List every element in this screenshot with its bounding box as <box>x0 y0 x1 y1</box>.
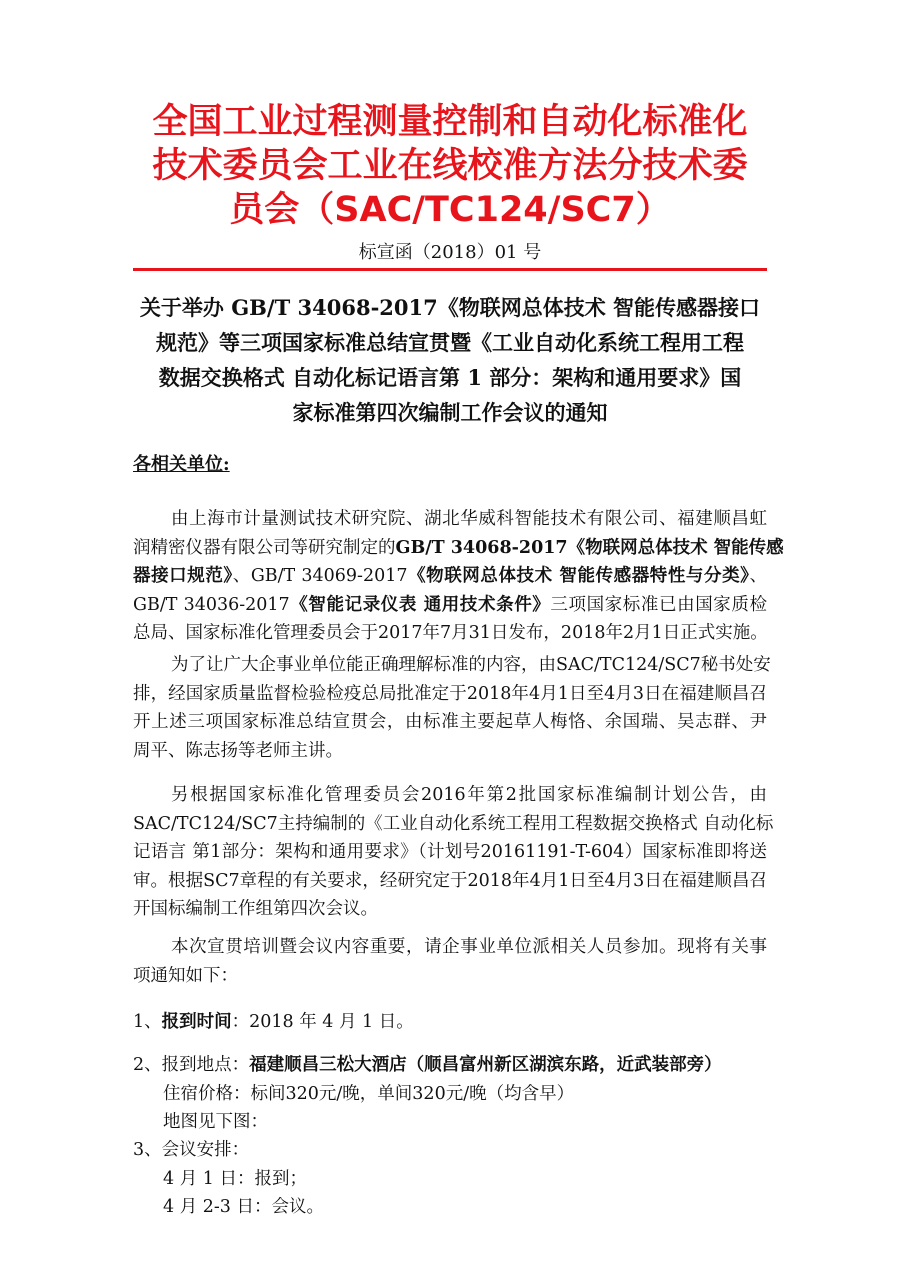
title-line: 技术委员会工业在线校准方法分技术委 <box>152 146 748 186</box>
text: 开国标编制工作组第四次会议。 <box>133 899 378 919</box>
text: GB/T 34036-2017 <box>133 594 290 615</box>
title-line: 全国工业过程测量控制和自动化标准化 <box>152 102 748 142</box>
paragraph <box>133 505 784 648</box>
text-line <box>133 810 774 839</box>
notice-title-line: 数据交换格式 自动化标记语言第 1 部分：架构和通用要求》国 <box>158 365 742 390</box>
text: 4 月 2-3 日：会议。 <box>163 1197 325 1217</box>
paragraph <box>133 1136 767 1222</box>
paragraph <box>133 1051 767 1137</box>
text: 另根据国家标准化管理委员会2016年第2批国家标准编制计划公告，由 <box>171 785 767 805</box>
text-line <box>133 1108 767 1137</box>
text-line <box>133 1008 767 1037</box>
text: 4 月 1 日：报到； <box>163 1168 307 1189</box>
paragraph <box>133 1008 767 1037</box>
text: 排，经国家质量监督检验检疫总局批准定于2018年4月1日至4月3日在福建顺昌召 <box>133 683 767 704</box>
notice-title-line: 家标准第四次编制工作会议的通知 <box>292 400 608 425</box>
red-divider <box>133 268 767 271</box>
paragraph <box>133 933 767 990</box>
notice-title-line: 规范》等三项国家标准总结宣贯暨《工业自动化系统工程用工程 <box>156 330 744 355</box>
text: 周平、陈志扬等老师主讲。 <box>133 740 343 761</box>
salutation: 各相关单位: <box>133 454 230 475</box>
text: 1、 <box>133 1012 162 1032</box>
text: 为了让广大企事业单位能正确理解标准的内容，由SAC/TC124/SC7秘书处安 <box>171 655 771 675</box>
bold-text: 《物联网总体技术 智能传感器特性与分类》 <box>407 566 750 586</box>
bold-text: 器接口规范》 <box>133 566 233 586</box>
bold-text: 福建顺昌三松大酒店（顺昌富州新区湖滨东路，近武装部旁） <box>249 1055 722 1075</box>
text: 由上海市计量测试技术研究院、湖北华威科智能技术有限公司、福建顺昌虹 <box>171 509 767 529</box>
notice-title-line: 关于举办 GB/T 34068-2017《物联网总体技术 智能传感器接口 <box>139 295 761 320</box>
text: 润精密仪器有限公司等研究制定的 <box>133 537 396 558</box>
title-line: 员会（SAC/TC124/SC7） <box>229 190 671 230</box>
text-line <box>133 867 767 896</box>
text-line <box>133 1136 767 1165</box>
text: 地图见下图： <box>163 1112 268 1132</box>
text-line <box>133 505 767 534</box>
text: 三项国家标准已由国家质检 <box>550 594 768 615</box>
text-line <box>133 651 771 680</box>
text: 住宿价格：标间320元/晚，单间320元/晚（均含早） <box>163 1083 575 1104</box>
text-line <box>133 1193 767 1222</box>
notice-title <box>120 290 780 430</box>
text-line <box>133 933 767 962</box>
text: 本次宣贯培训暨会议内容重要，请企事业单位派相关人员参加。现将有关事 <box>171 937 767 957</box>
text-line <box>133 737 767 766</box>
text-line <box>133 1165 767 1194</box>
document-number: 标宣函（2018）01 号 <box>358 242 542 263</box>
text: 审。根据SC7章程的有关要求，经研究定于2018年4月1日至4月3日在福建顺昌召 <box>133 870 767 891</box>
paragraph <box>133 651 771 765</box>
bold-text: 《智能记录仪表 通用技术条件》 <box>289 594 551 615</box>
text: ：2018 年 4 月 1 日。 <box>231 1012 414 1032</box>
bold-text: GB/T 34068-2017《物联网总体技术 智能传感 <box>395 537 784 558</box>
text: 项通知如下： <box>133 965 238 986</box>
text-line <box>133 562 767 591</box>
text-line <box>133 781 767 810</box>
text: 开上述三项国家标准总结宣贯会，由标准主要起草人梅恪、余国瑞、吴志群、尹 <box>133 712 767 732</box>
text: 、 <box>749 566 768 586</box>
committee-title <box>100 100 800 232</box>
text: 2、报到地点： <box>133 1055 250 1075</box>
text-line <box>133 1080 767 1109</box>
text: 总局、国家标准化管理委员会于2017年7月31日发布，2018年2月1日正式实施。 <box>133 623 768 643</box>
text-line <box>133 591 767 620</box>
text: 、GB/T 34069-2017 <box>232 566 408 586</box>
text: 记语言 第1部分：架构和通用要求》（计划号20161191-T-604）国家标准即将送 <box>133 842 767 862</box>
text-line <box>133 619 767 648</box>
text-line <box>133 708 767 737</box>
text-line <box>133 680 767 709</box>
bold-text: 报到时间 <box>161 1012 232 1032</box>
paragraph <box>133 781 774 924</box>
text-line <box>133 1051 767 1080</box>
text-line <box>133 838 767 867</box>
text-line <box>133 962 767 991</box>
text: SAC/TC124/SC7主持编制的《工业自动化系统工程用工程数据交换格式 自动化标 <box>133 813 774 834</box>
text-line <box>133 534 784 563</box>
text-line <box>133 895 767 924</box>
text: 3、会议安排： <box>133 1140 250 1160</box>
